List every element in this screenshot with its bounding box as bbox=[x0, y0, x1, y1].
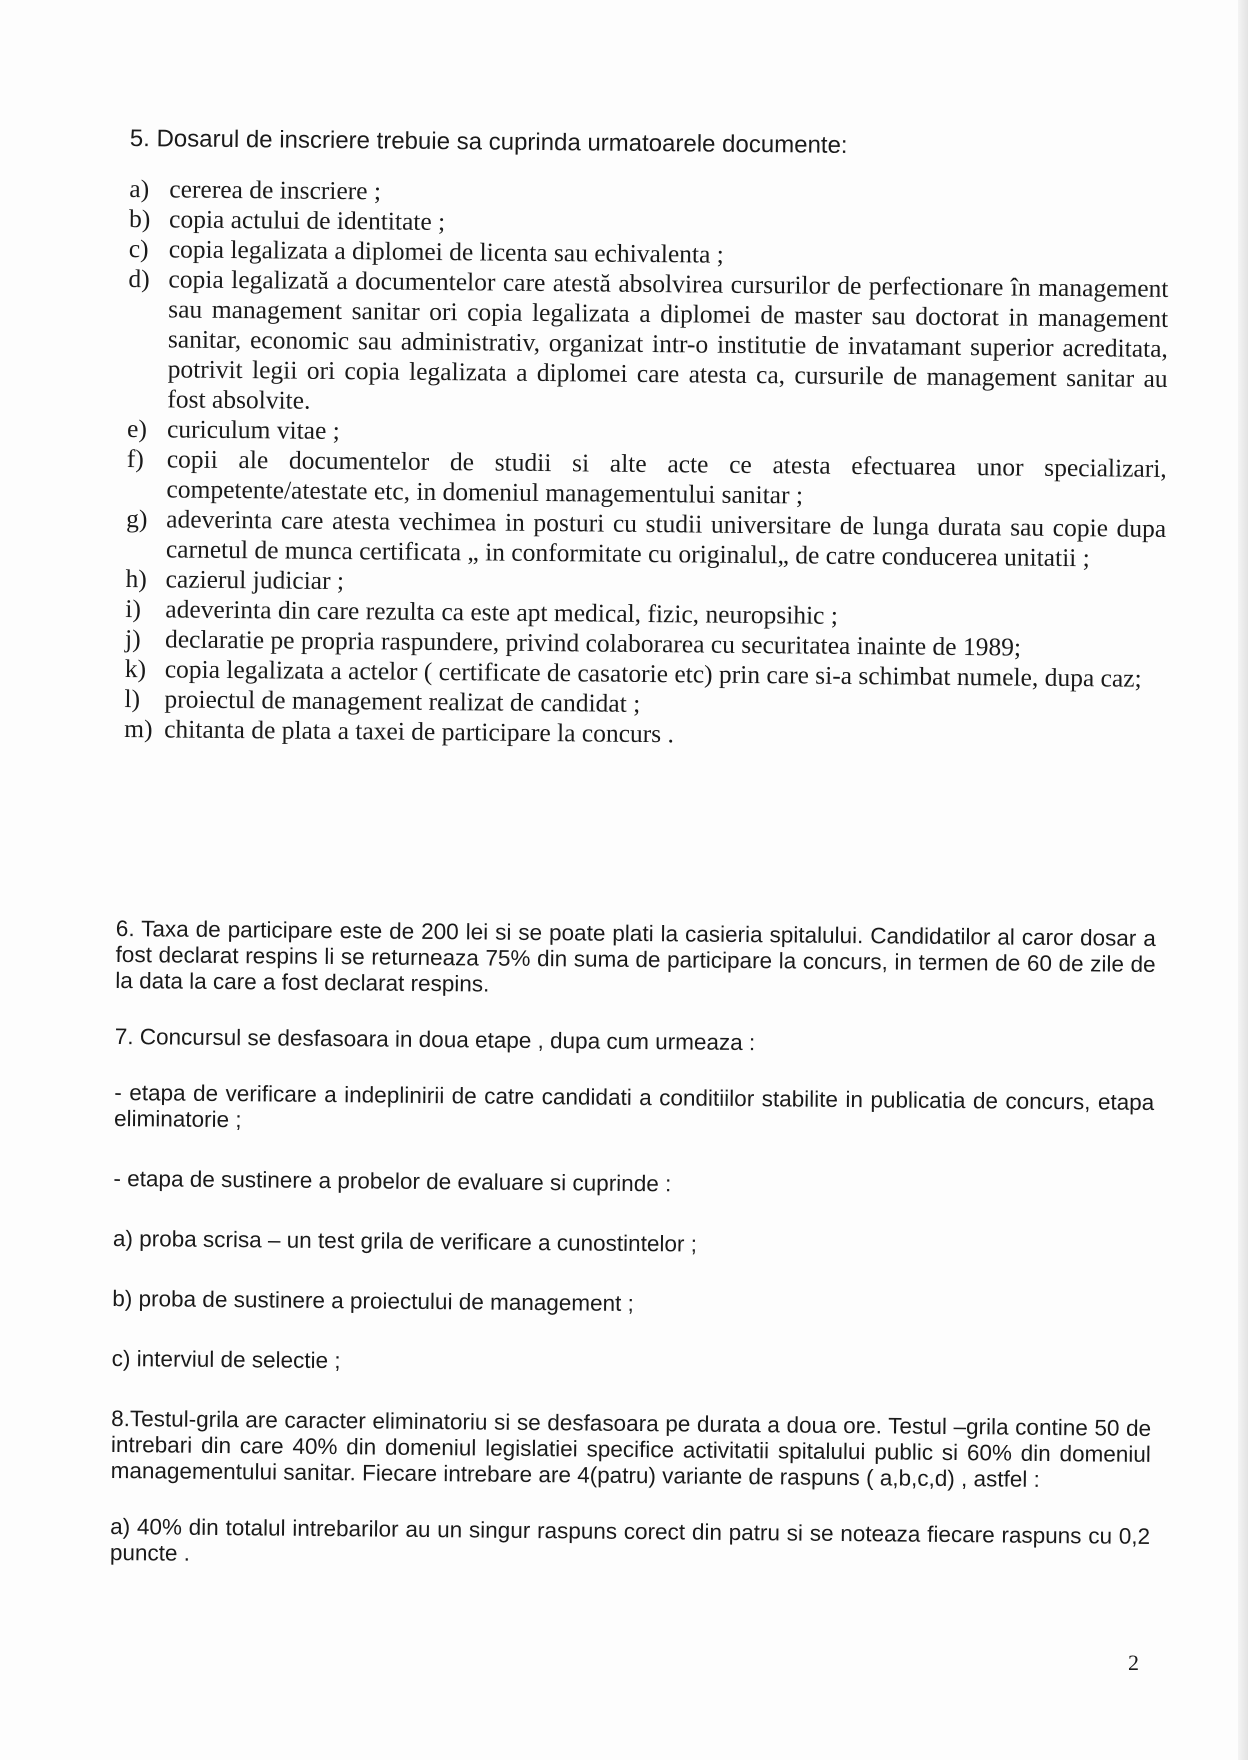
list-item-letter: d) bbox=[128, 263, 150, 294]
list-item-letter: j) bbox=[124, 623, 141, 654]
list-item-text: adeverinta care atesta vechimea in posturi cu studii universitare de lunga durata sau copie dupa carnetul de munca certificata „ in conformitate cu originalul„ de catre conducerea unitatii ; bbox=[165, 504, 1167, 573]
list-item-text: curiculum vitae ; bbox=[166, 414, 340, 446]
list-item-text: cererea de inscriere ; bbox=[169, 174, 382, 206]
documents-list bbox=[124, 174, 1169, 754]
list-item-letter: g) bbox=[126, 503, 148, 534]
list-item-text: proiectul de management realizat de candidat ; bbox=[164, 684, 641, 718]
section-8-paragraph: 8.Testul-grila are caracter eliminatoriu si se desfasoara pe durata a doua ore. Testul –grila contine 50 de intrebari din care 40% din domeniul legislatiei specifice activitatii spitalului public si 60% din domeniul managementului sanitar. Fiecare intrebare are 4(patru) variante de raspuns ( a,b,c,d) , astfel : bbox=[110, 1405, 1152, 1492]
list-item-text: adeverinta din care rezulta ca este apt medical, fizic, neuropsihic ; bbox=[165, 594, 839, 630]
list-item-text: copia actului de identitate ; bbox=[168, 204, 446, 237]
list-item-text: copia legalizată a documentelor care atestă absolvirea cursurilor de perfectionare în management sau management sanitar ori copia legalizata a diplomei de master sau doctorat in management sanitar, economic sau administrativ, organizat intr-o institutie de invatamant superior acreditata, potrivit legii ori copia legalizata a diplomei care atesta ca, cursurile de management sanitar au fost absolvite. bbox=[167, 264, 1169, 415]
list-item-text: copia legalizata a diplomei de licenta sau echivalenta ; bbox=[168, 234, 724, 269]
section-7-probe-c: c) interviul de selectie ; bbox=[111, 1345, 341, 1374]
section-7-probe-b: b) proba de sustinere a proiectului de management ; bbox=[112, 1285, 635, 1316]
list-item-letter: c) bbox=[128, 233, 149, 264]
list-item-text: declaratie pe propria raspundere, privind colaborarea cu securitatea inainte de 1989; bbox=[164, 624, 1022, 662]
sections-6-to-8 bbox=[110, 916, 1156, 1576]
list-item-text: copia legalizata a actelor ( certificate de casatorie etc) prin care si-a schimbat numele, dupa caz; bbox=[164, 654, 1142, 693]
list-item-text: copii ale documentelor de studii si alte acte ce atesta efectuarea unor specializari, competente/atestate etc, in domeniul managementului sanitar ; bbox=[166, 444, 1167, 510]
list-item-letter: h) bbox=[125, 563, 148, 594]
section-7-probe-a: a) proba scrisa – un test grila de verificare a cunostintelor ; bbox=[112, 1225, 698, 1257]
document-list-item bbox=[126, 504, 1167, 574]
list-item-letter: b) bbox=[128, 203, 151, 234]
section-7-heading: 7. Concursul se desfasoara in doua etape , dupa cum urmeaza : bbox=[114, 1023, 756, 1056]
document-list-item bbox=[126, 444, 1167, 514]
list-item-letter: i) bbox=[125, 593, 142, 624]
list-item-letter: a) bbox=[129, 173, 150, 204]
list-item-letter: l) bbox=[124, 683, 141, 714]
section-6-fee-paragraph: 6. Taxa de participare este de 200 lei si se poate plati la casieria spitalului. Candidatilor al caror dosar a fost declarat respins li se returneaza 75% din suma de participare la concurs, in termen de 60 de zile de la data la care a fost declarat respins. bbox=[115, 916, 1156, 997]
page-number: 2 bbox=[1128, 1650, 1139, 1675]
section-7-stage-2: - etapa de sustinere a probelor de evaluare si cuprinde : bbox=[113, 1165, 672, 1197]
list-item-text: chitanta de plata a taxei de participare la concurs . bbox=[164, 714, 675, 749]
document-list-item bbox=[127, 264, 1168, 424]
list-item-text: cazierul judiciar ; bbox=[165, 564, 345, 596]
list-item-letter: k) bbox=[124, 653, 147, 684]
list-item-letter: f) bbox=[126, 443, 144, 474]
section-7-stage-1: - etapa de verificare a indeplinirii de catre candidati a conditiilor stabilite in publicatia de concurs, etapa eliminatorie ; bbox=[113, 1079, 1155, 1133]
section-5-required-documents bbox=[124, 124, 1170, 754]
page-edge-shadow bbox=[1238, 0, 1248, 1760]
list-item-letter: e) bbox=[126, 413, 148, 444]
section-5-heading: 5. Dosarul de inscriere trebuie sa cuprinda urmatoarele documente: bbox=[129, 124, 848, 159]
section-8-point-a: a) 40% din totalul intrebarilor au un singur raspuns corect din patru si se noteaza fiecare raspuns cu 0,2 puncte . bbox=[109, 1513, 1151, 1566]
list-item-letter: m) bbox=[124, 713, 153, 744]
